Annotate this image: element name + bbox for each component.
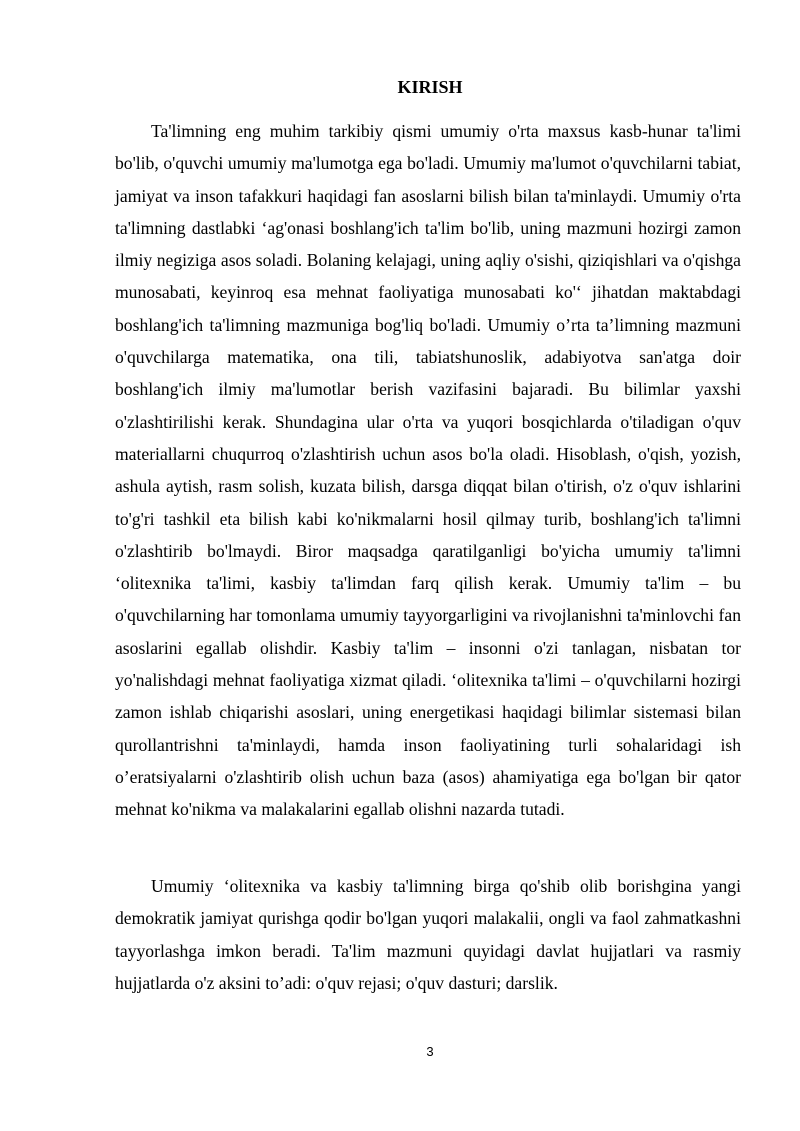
page-title: KIRISH bbox=[397, 77, 463, 97]
paragraph-1: Ta'limning eng muhim tarkibiy qismi umumiy o'rta maxsus kasb-hunar ta'limi bo'lib, o'quvchi umumiy ma'lumotga ega bo'ladi. Umumiy ma'lumot o'quvchilarni tabiat, jamiyat va inson tafakkuri haqidagi fan asoslarni bilish bilan ta'minlaydi. Umumiy o'rta ta'limning dastlabki ‘ag'onasi boshlang'ich ta'lim bo'lib, uning mazmuni hozirgi zamon ilmiy negiziga asos soladi. Bolaning kelajagi, uning aqliy o'sishi, qiziqishlari va o'qishga munosabati, keyinroq esa mehnat faoliyatiga munosabati ko'‘ jihatdan maktabdagi boshlang'ich ta'limning mazmuniga bog'liq bo'ladi. Umumiy o’rta ta’limning mazmuni o'quvchilarga matematika, ona tili, tabiatshunoslik, adabiyotva san'atga doir boshlang'ich ilmiy ma'lumotlar berish vazifasini bajaradi. Bu bilimlar yaxshi o'zlashtirilishi kerak. Shundagina ular o'rta va yuqori bosqichlarda o'tiladigan o'quv materiallarni chuqurroq o'zlashtirish uchun asos bo'la oladi. Hisoblash, o'qish, yozish, ashula aytish, rasm solish, kuzata bilish, darsga diqqat bilan o'tirish, o'z o'quv ishlarini to'g'ri tashkil eta bilish kabi ko'nikmalarni hosil qilmay turib, boshlang'ich ta'limni o'zlashtirib bo'lmaydi. Biror maqsadga qaratilganligi bo'yicha umumiy ta'limni ‘olitexnika ta'limi, kasbiy ta'limdan farq qilish kerak. Umumiy ta'lim – bu o'quvchilarning har tomonlama umumiy tayyorgarligini va rivojlanishni ta'minlovchi fan asoslarini egallab olishdir. Kasbiy ta'lim – insonni o'zi tanlagan, nisbatan tor yo'nalishdagi mehnat faoliyatiga xizmat qiladi. ‘olitexnika ta'limi – o'quvchilarni hozirgi zamon ishlab chiqarishi asoslari, uning energetikasi haqidagi bilimlar sistemasi bilan qurollantrishni ta'minlaydi, hamda inson faoliyatining turli sohalaridagi ish o’eratsiyalarni o'zlashtirib olish uchun baza (asos) ahamiyatiga ega bo'lgan bir qator mehnat ko'nikma va malakalarini egallab olishni nazarda tutadi. bbox=[115, 121, 741, 820]
body-section-1 bbox=[115, 115, 741, 826]
page-number: 3 bbox=[426, 1044, 434, 1059]
paragraph-2: Umumiy ‘olitexnika va kasbiy ta'limning birga qo'shib olib borishgina yangi demokratik jamiyat qurishga qodir bo'lgan yuqori malakalii, ongli va faol zahmatkashni tayyorlashga imkon beradi. Ta'lim mazmuni quyidagi davlat hujjatlari va rasmiy hujjatlarda o'z aksini to’adi: o'quv rejasi; o'quv dasturi; darslik. bbox=[115, 876, 741, 993]
body-section-2 bbox=[115, 870, 741, 999]
